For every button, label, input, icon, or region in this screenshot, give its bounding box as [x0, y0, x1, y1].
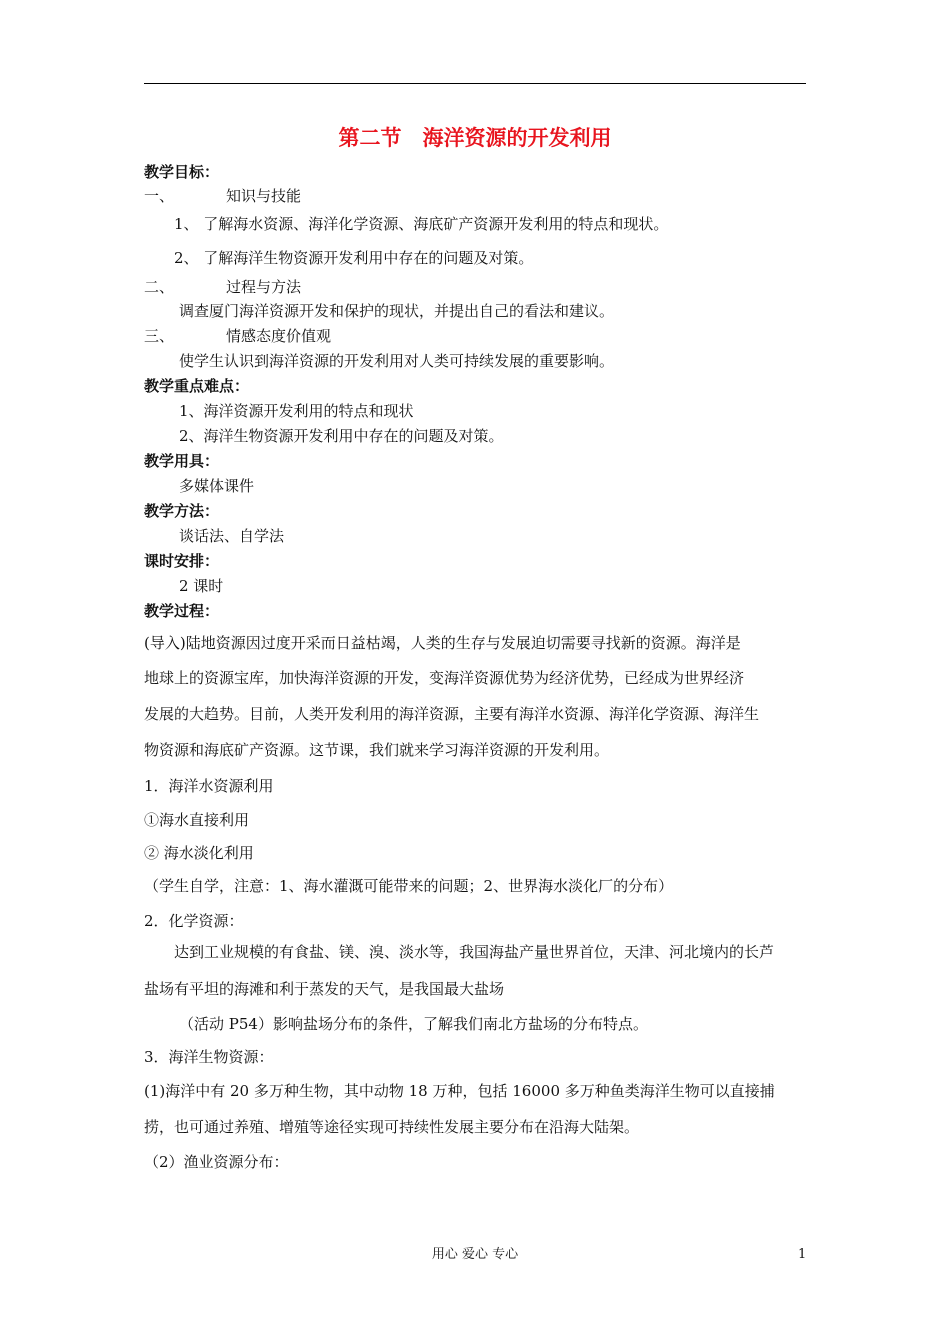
section-1-number: 一、	[144, 187, 175, 205]
key-point-2: 2、海洋生物资源开发利用中存在的问题及对策。	[179, 427, 504, 445]
section-2-title: 过程与方法	[226, 278, 302, 296]
hours-text: 2 课时	[179, 577, 224, 595]
part-3-text-2: 捞，也可通过养殖、增殖等途径实现可持续性发展主要分布在沿海大陆架。	[144, 1118, 640, 1136]
section-3-number: 三、	[144, 327, 175, 345]
part-1-item-a: ①海水直接利用	[144, 811, 250, 829]
section-1-title: 知识与技能	[226, 187, 302, 205]
section-2-number: 二、	[144, 278, 175, 296]
section-1-item-1: 1、 了解海水资源、海洋化学资源、海底矿产资源开发利用的特点和现状。	[174, 215, 669, 233]
section-3-title: 情感态度价值观	[226, 327, 332, 345]
part-2-heading: 2．化学资源：	[144, 912, 244, 930]
part-1-heading: 1．海洋水资源利用	[144, 777, 274, 795]
section-3-text: 使学生认识到海洋资源的开发利用对人类可持续发展的重要影响。	[179, 352, 615, 370]
method-text: 谈话法、自学法	[179, 527, 285, 545]
intro-line-2: 地球上的资源宝库，加快海洋资源的开发，变海洋资源优势为经济优势，已经成为世界经济	[144, 669, 745, 687]
page-footer: 用心 爱心 专心	[431, 1247, 519, 1262]
method-heading: 教学方法：	[144, 502, 220, 520]
section-1-heading	[144, 186, 301, 206]
intro-line-3: 发展的大趋势。目前，人类开发利用的海洋资源，主要有海洋水资源、海洋化学资源、海洋生	[144, 705, 760, 723]
part-3-text-3: （2）渔业资源分布：	[144, 1153, 289, 1171]
part-1-note: （学生自学，注意：1、海水灌溉可能带来的问题；2、世界海水淡化厂的分布）	[144, 877, 674, 895]
key-points-heading: 教学重点难点：	[144, 377, 250, 395]
intro-line-4: 物资源和海底矿产资源。这节课，我们就来学习海洋资源的开发利用。	[144, 741, 610, 759]
section-2-heading	[144, 277, 301, 297]
part-3-heading: 3．海洋生物资源：	[144, 1048, 274, 1066]
part-2-text-1: 达到工业规模的有食盐、镁、溴、淡水等，我国海盐产量世界首位，天津、河北境内的长芦	[174, 943, 775, 961]
part-2-text-2: 盐场有平坦的海滩和利于蒸发的天气，是我国最大盐场	[144, 980, 505, 998]
tools-text: 多媒体课件	[179, 477, 255, 495]
section-3-heading	[144, 326, 331, 346]
header-rule	[144, 83, 806, 84]
key-point-1: 1、海洋资源开发利用的特点和现状	[179, 402, 414, 420]
hours-heading: 课时安排：	[144, 552, 220, 570]
page-title: 第二节 海洋资源的开发利用	[338, 126, 612, 150]
section-2-text: 调查厦门海洋资源开发和保护的现状，并提出自己的看法和建议。	[179, 302, 615, 320]
page-number: 1	[798, 1247, 807, 1262]
intro-line-1: (导入)陆地资源因过度开采而日益枯竭，人类的生存与发展迫切需要寻找新的资源。海洋是	[144, 634, 741, 652]
section-1-item-2: 2、 了解海洋生物资源开发利用中存在的问题及对策。	[174, 249, 534, 267]
process-heading: 教学过程：	[144, 602, 220, 620]
part-1-item-b: ② 海水淡化利用	[144, 844, 254, 862]
part-2-activity: （活动 P54）影响盐场分布的条件，了解我们南北方盐场的分布特点。	[179, 1015, 648, 1033]
tools-heading: 教学用具：	[144, 452, 220, 470]
part-3-text-1: (1)海洋中有 20 多万种生物，其中动物 18 万种，包括 16000 多万种鱼类海洋生物可以直接捕	[144, 1082, 775, 1100]
goals-heading: 教学目标：	[144, 163, 220, 181]
